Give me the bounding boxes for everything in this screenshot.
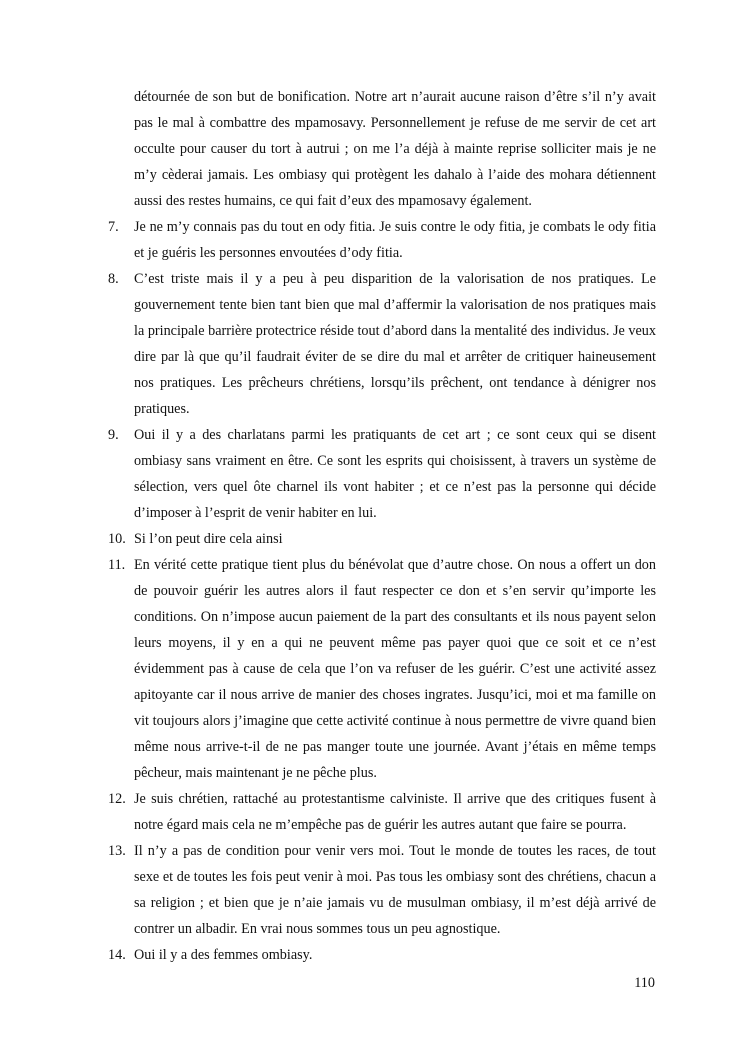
item-text: Il n’y a pas de condition pour venir vers moi. Tout le monde de toutes les races, de tout sexe et de toutes les fois peut venir à moi. Pas tous les ombiasy sont des chrétiens, chacun a sa religion ; et bien que je n’aie jamais vu de musulman ombiasy, il m’est déjà arrivé de contrer un albadir. En vrai nous sommes tous un peu agnostique.: [134, 843, 656, 937]
item-text: C’est triste mais il y a peu à peu disparition de la valorisation de nos pratiques. Le gouvernement tente bien tant bien que mal d’affermir la valorisation de nos pratiques mais la principale barrière protectrice réside tout d’abord dans la mentalité des individus. Je veux dire par là que qu’il faudrait éviter de se dire du mal et arrêter de critiquer haineusement nos pratiques. Les prêcheurs chrétiens, lorsqu’ils prêchent, ont tendance à dénigrer nos pratiques.: [134, 271, 656, 417]
list-item: [108, 214, 656, 266]
item-number: 14.: [108, 947, 126, 963]
list-item: [108, 786, 656, 838]
list-item: [108, 266, 656, 422]
continuation-paragraph: détournée de son but de bonification. Notre art n’aurait aucune raison d’être s’il n’y avait pas le mal à combattre des mpamosavy. Personnellement je refuse de me servir de cet art occulte pour causer du tort à autrui ; on me l’a déjà à mainte reprise solliciter mais je ne m’y cèderai jamais. Les ombiasy qui protègent les dahalo à l’aide des mohara détiennent aussi des restes humains, ce qui fait d’eux des mpamosavy également.: [134, 89, 656, 209]
item-number: 10.: [108, 531, 126, 547]
item-text: Je suis chrétien, rattaché au protestantisme calviniste. Il arrive que des critiques fusent à notre égard mais cela ne m’empêche pas de guérir les autres autant que faire se pourra.: [134, 791, 656, 833]
page-number: 110: [634, 975, 655, 991]
item-number: 12.: [108, 791, 126, 807]
item-text: Je ne m’y connais pas du tout en ody fitia. Je suis contre le ody fitia, je combats le ody fitia et je guéris les personnes envoutées d’ody fitia.: [134, 219, 656, 261]
document-body: [108, 84, 656, 968]
list-item: [108, 526, 656, 552]
item-number: 9.: [108, 427, 119, 443]
item-text: En vérité cette pratique tient plus du bénévolat que d’autre chose. On nous a offert un don de pouvoir guérir les autres alors il faut respecter ce don et s’en servir qu’importe les conditions. On n’impose aucun paiement de la part des consultants et ils nous payent selon leurs moyens, il y en a qui ne peuvent même pas payer quoi que ce soit et ce n’est évidemment pas à cause de cela que l’on va refuser de les guérir. C’est une activité assez apitoyante car il nous arrive de manier des choses ingrates. Jusqu’ici, moi et ma famille on vit toujours alors j’imagine que cette activité continue à nous permettre de vivre quand bien même nous arrive-t-il de ne pas manger toute une journée. Avant j’étais en même temps pêcheur, mais maintenant je ne pêche plus.: [134, 557, 656, 781]
item-text: Oui il y a des femmes ombiasy.: [134, 947, 313, 963]
list-item: [108, 552, 656, 786]
item-number: 8.: [108, 271, 119, 287]
item-text: Si l’on peut dire cela ainsi: [134, 531, 283, 547]
list-item: [108, 838, 656, 942]
item-number: 11.: [108, 557, 126, 573]
list-item: [108, 422, 656, 526]
item-text: Oui il y a des charlatans parmi les pratiquants de cet art ; ce sont ceux qui se disent ombiasy sans vraiment en être. Ce sont les esprits qui choisissent, à travers un système de sélection, vers quel ôte charnel ils vont habiter ; et ce n’est pas la personne qui décide d’imposer à l’esprit de venir habiter en lui.: [134, 427, 656, 521]
item-number: 13.: [108, 843, 126, 859]
item-number: 7.: [108, 219, 119, 235]
list-item: [108, 942, 656, 968]
